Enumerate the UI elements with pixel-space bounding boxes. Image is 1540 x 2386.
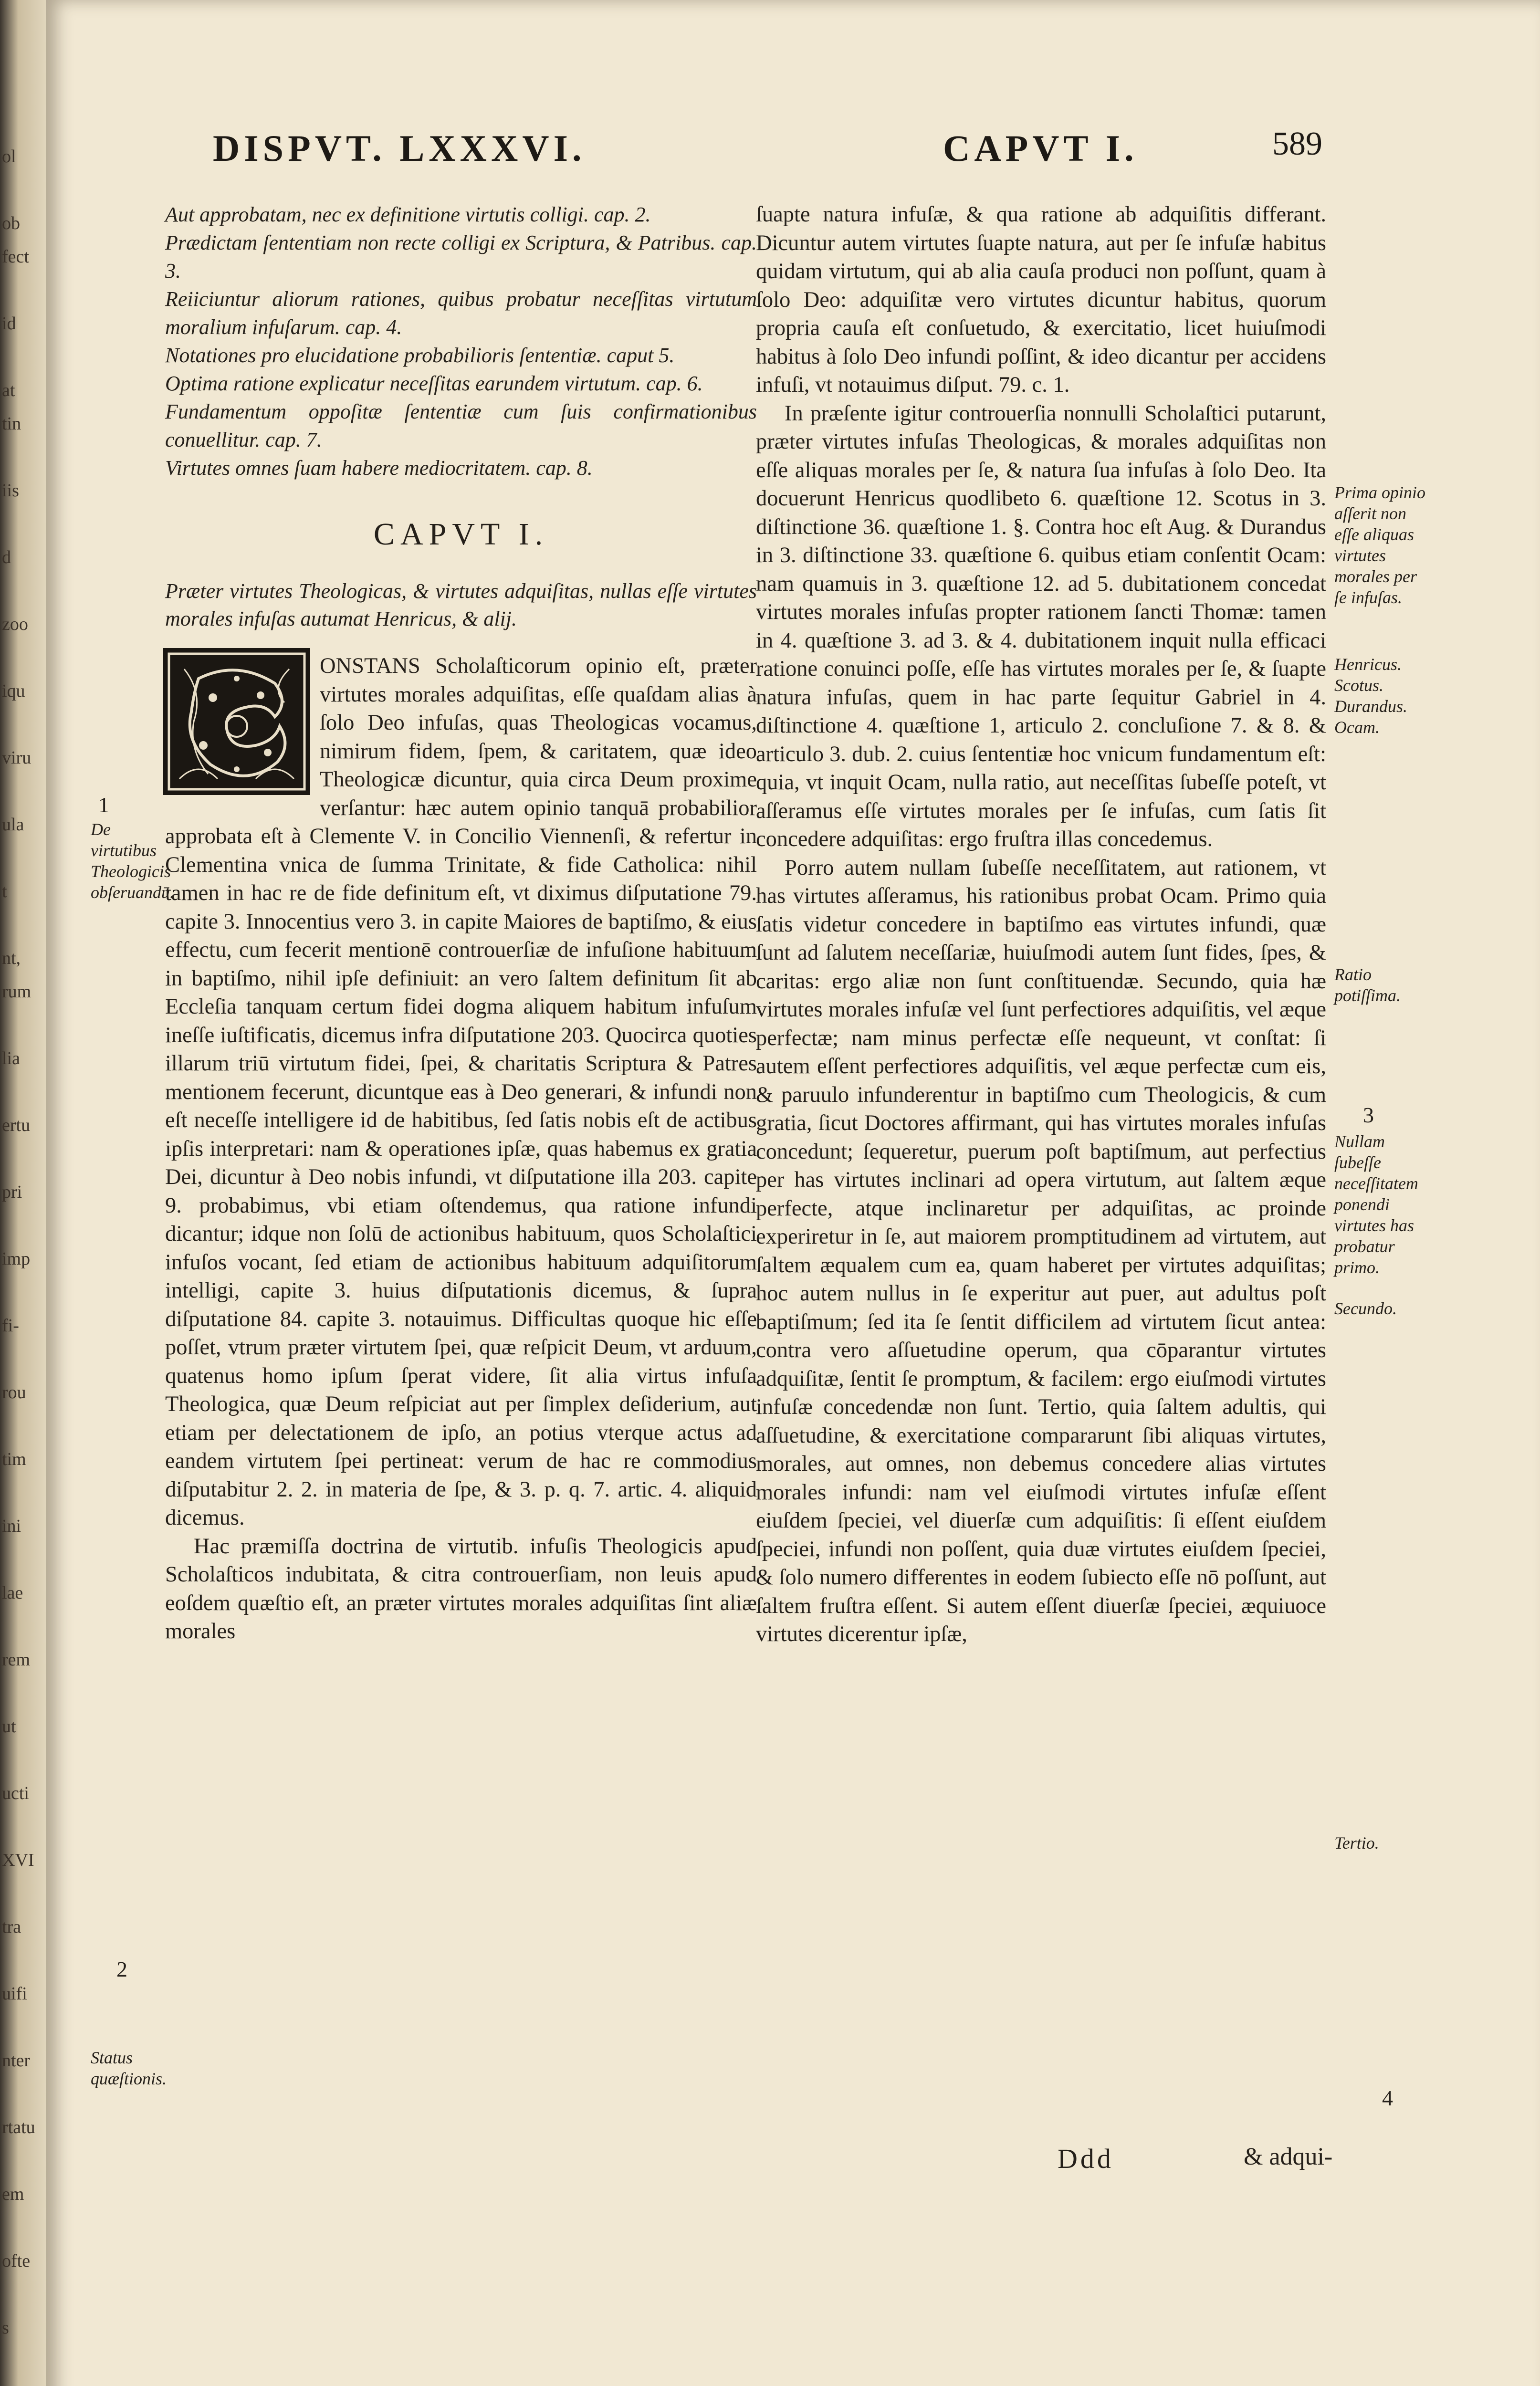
margin-note-tertio: Tertio. xyxy=(1334,1833,1379,1852)
left-page-fragment: t xyxy=(2,881,7,901)
adjacent-left-page xyxy=(0,0,52,2386)
margin-note-prima-opinio: Prima opinio aſſerit non eſſe aliquas virtutes morales per ſe infuſas. xyxy=(1334,483,1426,607)
left-page-fragment: zoo xyxy=(2,614,28,634)
left-page-fragment: ucti xyxy=(2,1783,29,1803)
decorated-initial-c-icon xyxy=(165,650,308,793)
margin-number-1: 1 xyxy=(98,793,109,817)
left-page-fragment: XVI xyxy=(2,1850,34,1870)
margin-number-3: 3 xyxy=(1363,1103,1374,1127)
left-page-fragment: tin xyxy=(2,414,21,434)
toc-item: Aut approbatam, nec ex definitione virtutis colligi. cap. 2. xyxy=(165,203,651,226)
left-page-fragment: ofte xyxy=(2,2251,31,2271)
margin-note-nullam: Nullam ſubeſſe neceſſitatem ponendi virtutes has probatur primo. xyxy=(1334,1132,1418,1277)
left-page-fragment: ula xyxy=(2,815,24,835)
margin-number-4: 4 xyxy=(1382,2086,1393,2110)
left-page-fragment: nter xyxy=(2,2051,31,2071)
left-page-fragment: em xyxy=(2,2184,24,2204)
left-page-fragment: ini xyxy=(2,1516,21,1536)
left-page-fragment: imp xyxy=(2,1249,31,1269)
margin-note-observandum: De virtutibus Theologicis obſeruandū. xyxy=(91,820,174,902)
body-paragraph-2: Hac præmiſſa doctrina de virtutib. infuſis Theologicis apud Scholaſticos indubitata, & citra controuerſiam, non leuis apud eoſdem quæſtio eſt, an præter virtutes morales adquiſitas ſint aliæ morales xyxy=(165,1534,757,1643)
chapter-heading: CAPVT I. xyxy=(373,517,549,552)
left-page-fragment: lae xyxy=(2,1583,23,1603)
body-paragraph-3: ſuapte natura infuſæ, & qua ratione ab adquiſitis differant. Dicuntur autem virtutes ſuapte natura, aut per ſe infuſæ habitus quidam virtutum, qui ab alia cauſa produci non poſſunt, quam à ſolo Deo: adquiſitæ vero virtutes dicuntur habitus, quorum propria cauſa eſt conſuetudo, & exercitatio, licet huiuſmodi habitus à ſolo Deo infundi poſſint, & ideo dicantur per accidens infuſi, vt notauimus diſput. 79. c. 1. xyxy=(756,202,1326,397)
left-page-fragment: iis xyxy=(2,481,19,501)
margin-note-status-quaestionis: Status quæſtionis. xyxy=(91,2048,167,2088)
toc-item: Notationes pro elucidatione probabilioris ſententiæ. caput 5. xyxy=(165,344,675,367)
toc-item: Virtutes omnes ſuam habere mediocritatem. cap. 8. xyxy=(165,456,593,480)
left-page-fragment: fect xyxy=(2,247,29,267)
left-page-fragment: uifi xyxy=(2,1984,27,2004)
left-page-fragment: rum xyxy=(2,982,31,1002)
left-page-fragment: tim xyxy=(2,1449,26,1469)
body-paragraph-1 xyxy=(165,652,757,1532)
left-page-fragment: rtatu xyxy=(2,2117,35,2137)
body-paragraph-5: Porro autem nullam ſubeſſe neceſſitatem, aut rationem, vt has virtutes aſſeramus, his rationibus probat Ocam. Primo quia ſatis videtur concedere in baptiſmo eas virtutes infundi, quæ ſunt ad ſalutem neceſſariæ, huiuſmodi autem ſunt fides, ſpes, & caritas: ergo aliæ non ſunt conſtituendæ. Secundo, quia hæ virtutes morales infuſæ vel ſunt perfectiores adquiſitis, vel æque perfectæ; nam minus perfectæ eſſe nequeunt, vt conſtat: ſi autem eſſent perfectiores adquiſitis, vel æque perfectæ cum eis, & paruulo infunderentur in baptiſmo cum Theologicis, & cum gratia, ſicut Doctores affirmant, qui has virtutes morales infuſas concedunt; ſequeretur, puerum poſt baptiſmum, aut perfectius per has virtutes inclinari ad opera virtutum, aut ſaltem æque perfecte, atque inclinaretur per adquiſitas, ac proinde experiretur in ſe, aut maiorem promptitudinem ad virtutem, aut ſaltem æqualem cum ea, quam haberet per virtutes adquiſitas; hoc autem nullus in ſe experitur aut puer, aut adultus poſt baptiſmum; ſed ita ſe ſentit difficilem ad virtutem ſicut antea: contra vero aſſuetudine operum, qua cōparantur virtutes adquiſitæ, ſentit ſe promptum, & facilem: ergo eiuſmodi virtutes infuſæ concedendæ non ſunt. Tertio, quia ſaltem adultis, qui aſſuetudine, & exercitatione compararunt ſibi aliquas virtutes, morales, aut omnes, non debemus concedere alias virtutes morales infundi: nam vel eiuſmodi virtutes infuſæ eſſent eiuſdem ſpeciei, vel diuerſæ cum adquiſitis: ſi eſſent eiuſdem ſpeciei, infundi non poſſent, quia duæ virtutes eiuſdem ſpeciei, & ſolo numero differentes in eodem ſubiecto eſſe nō poſſunt, aut ſaltem fruſtra eſſent. Si autem eſſent diuerſæ ſpeciei, æquiuoce virtutes dicerentur ipſæ, xyxy=(756,855,1326,1646)
chapter-summary: Præter virtutes Theologicas, & virtutes adquiſitas, nullas eſſe virtutes morales infuſas autumat Henricus, & alij. xyxy=(165,579,757,630)
left-page-fragment: rem xyxy=(2,1650,31,1670)
left-page-fragment: d xyxy=(2,547,11,567)
body-paragraph-4: In præſente igitur controuerſia nonnulli Scholaſtici putarunt, præter virtutes infuſas Theologicas, & morales adquiſitas non eſſe aliquas morales per ſe, & natura ſua infuſas à ſolo Deo. Ita docuerunt Henricus quodlibeto 6. quæſtione 12. Scotus in 3. diſtinctione 36. quæſtione 1. §. Contra hoc eſt Aug. & Durandus in 3. diſtinctione 33. quæſtione 6. quibus etiam conſentit Ocam: nam quamuis in 3. quæſtione 12. ad 5. dubitationem concedat virtutes morales infuſas propter rationem ſancti Thomæ: tamen in 4. quæſtione 3. ad 3. & 4. dubitationem inquit nulla efficaci ratione conuinci poſſe, eſſe has virtutes morales per ſe, & ſuapte natura infuſas, quem in hac parte ſequitur Gabriel in 4. diſtinctione 4. quæſtione 1, articulo 2. concluſione 7. & 8. & articulo 3. dub. 2. cuius ſententiæ hoc vnicum fundamentum eſt: quia, vt inquit Ocam, nulla ratio, aut neceſſitas ſubeſſe poteſt, vt aſſeramus eſſe virtutes morales per ſe infuſas, cum ſatis ſit concedere adquiſitas: ergo fruſtra illas concedemus. xyxy=(756,401,1326,851)
left-page-fragment: ertu xyxy=(2,1115,31,1135)
left-page-fragment: iqu xyxy=(2,681,25,701)
left-page-fragment: ut xyxy=(2,1716,16,1737)
left-page-fragment: nt, xyxy=(2,948,21,968)
running-head-right: CAPVT I. xyxy=(943,127,1138,169)
catchword: & adqui- xyxy=(1244,2143,1333,2170)
book-page xyxy=(46,0,1540,2386)
toc-item: Reiiciuntur aliorum rationes, quibus probatur neceſſitas virtutum moralium infuſarum. cap. 4. xyxy=(165,287,757,339)
margin-note-ratio: Ratio potiſſima. xyxy=(1334,965,1401,1005)
page-number: 589 xyxy=(1272,126,1322,162)
signature-mark: Ddd xyxy=(1058,2143,1114,2174)
margin-number-2: 2 xyxy=(116,1957,127,1981)
left-page-fragment: viru xyxy=(2,748,31,768)
left-page-fragment: at xyxy=(2,380,15,400)
toc-item: Prædictam ſententiam non recte colligi ex Scriptura, & Patribus. cap. 3. xyxy=(165,231,757,283)
left-column xyxy=(165,200,757,1646)
running-head-left: DISPVT. LXXXVI. xyxy=(213,127,586,169)
margin-note-secundo: Secundo. xyxy=(1334,1299,1397,1318)
body-paragraph-1-text: ONSTANS Scholaſticorum opinio eſt, præter virtutes morales adquiſitas, eſſe quaſdam alias à ſolo Deo infuſas, quas Theologicas vocamus, nimirum fidem, ſpem, & caritatem, quæ ideo Theologicæ dicuntur, quia circa Deum proxime verſantur: hæc autem opinio tanquā probabilior approbata eſt à Clemente V. in Concilio Viennenſi, & refertur in Clementina vnica de ſumma Trinitate, & fide Catholica: nihil tamen in hac re de fide definitum eſt, vt diximus diſputatione 79. capite 3. Innocentius vero 3. in capite Maiores de baptiſmo, & eius effectu, cum fecerit mentionē controuerſiæ de infuſione habituum in baptiſmo, nihil ipſe definiuit: an vero ſaltem definitum ſit ab Eccleſia tanquam certum fidei dogma aliquem habitum infuſum ineſſe iuſtificatis, dicemus infra diſputatione 203. Quocirca quoties illarum triū virtutum fidei, ſpei, & charitatis Scriptura & Patres mentionem fecerunt, dicuntque eas à Deo generari, & infundi non eſt neceſſe intelligere id de habitibus, ſed ſatis nobis eſt de actibus ipſis interpretari: nam & operationes ipſæ, quas habemus ex gratia Dei, dicuntur à Deo nobis infundi, vt diſputatione illa 203. capite 9. probabimus, vbi etiam oſtendemus, qua ratione infundi dicantur; idque non ſolū de actionibus habituum, quos Scholaſtici infuſos vocant, ſed etiam de actionibus habituum adquiſitorum intelligi, capite 3. huius diſputationis dicemus, & ſupra diſputatione 84. capite 3. notauimus. Difficultas quoque hic eſſe poſſet, vtrum præter virtutem ſpei, quæ reſpicit Deum, vt arduum, quatenus homo ipſum ſperat videre, ſit alia virtus infuſa Theologica, quæ Deum reſpiciat aut per ſimplex deſiderium, aut etiam per delectationem de ipſo, an potius vterque actus ad eandem virtutem ſpei pertineat: verum de hac re commodius diſputabitur 2. 2. in materia de ſpe, & 3. p. q. 7. artic. 4. aliquid dicemus. xyxy=(165,654,757,1530)
left-page-fragment: rou xyxy=(2,1382,26,1402)
right-column xyxy=(756,200,1326,1649)
left-page-fragment: lia xyxy=(2,1048,20,1068)
left-page-fragment: tra xyxy=(2,1917,21,1937)
left-page-fragment: pri xyxy=(2,1182,22,1202)
left-page-fragment: ob xyxy=(2,213,20,233)
toc-item: Fundamentum oppoſitæ ſententiæ cum ſuis confirmationibus conuellitur. cap. 7. xyxy=(165,400,757,451)
left-page-fragment: id xyxy=(2,314,16,334)
toc-item: Optima ratione explicatur neceſſitas earundem virtutum. cap. 6. xyxy=(165,372,703,395)
left-page-fragment: ol xyxy=(2,147,16,167)
left-page-fragment: s xyxy=(2,2318,9,2338)
left-page-fragment: fi- xyxy=(2,1316,19,1336)
margin-note-authors: Henricus. Scotus. Durandus. Ocam. xyxy=(1334,655,1408,737)
